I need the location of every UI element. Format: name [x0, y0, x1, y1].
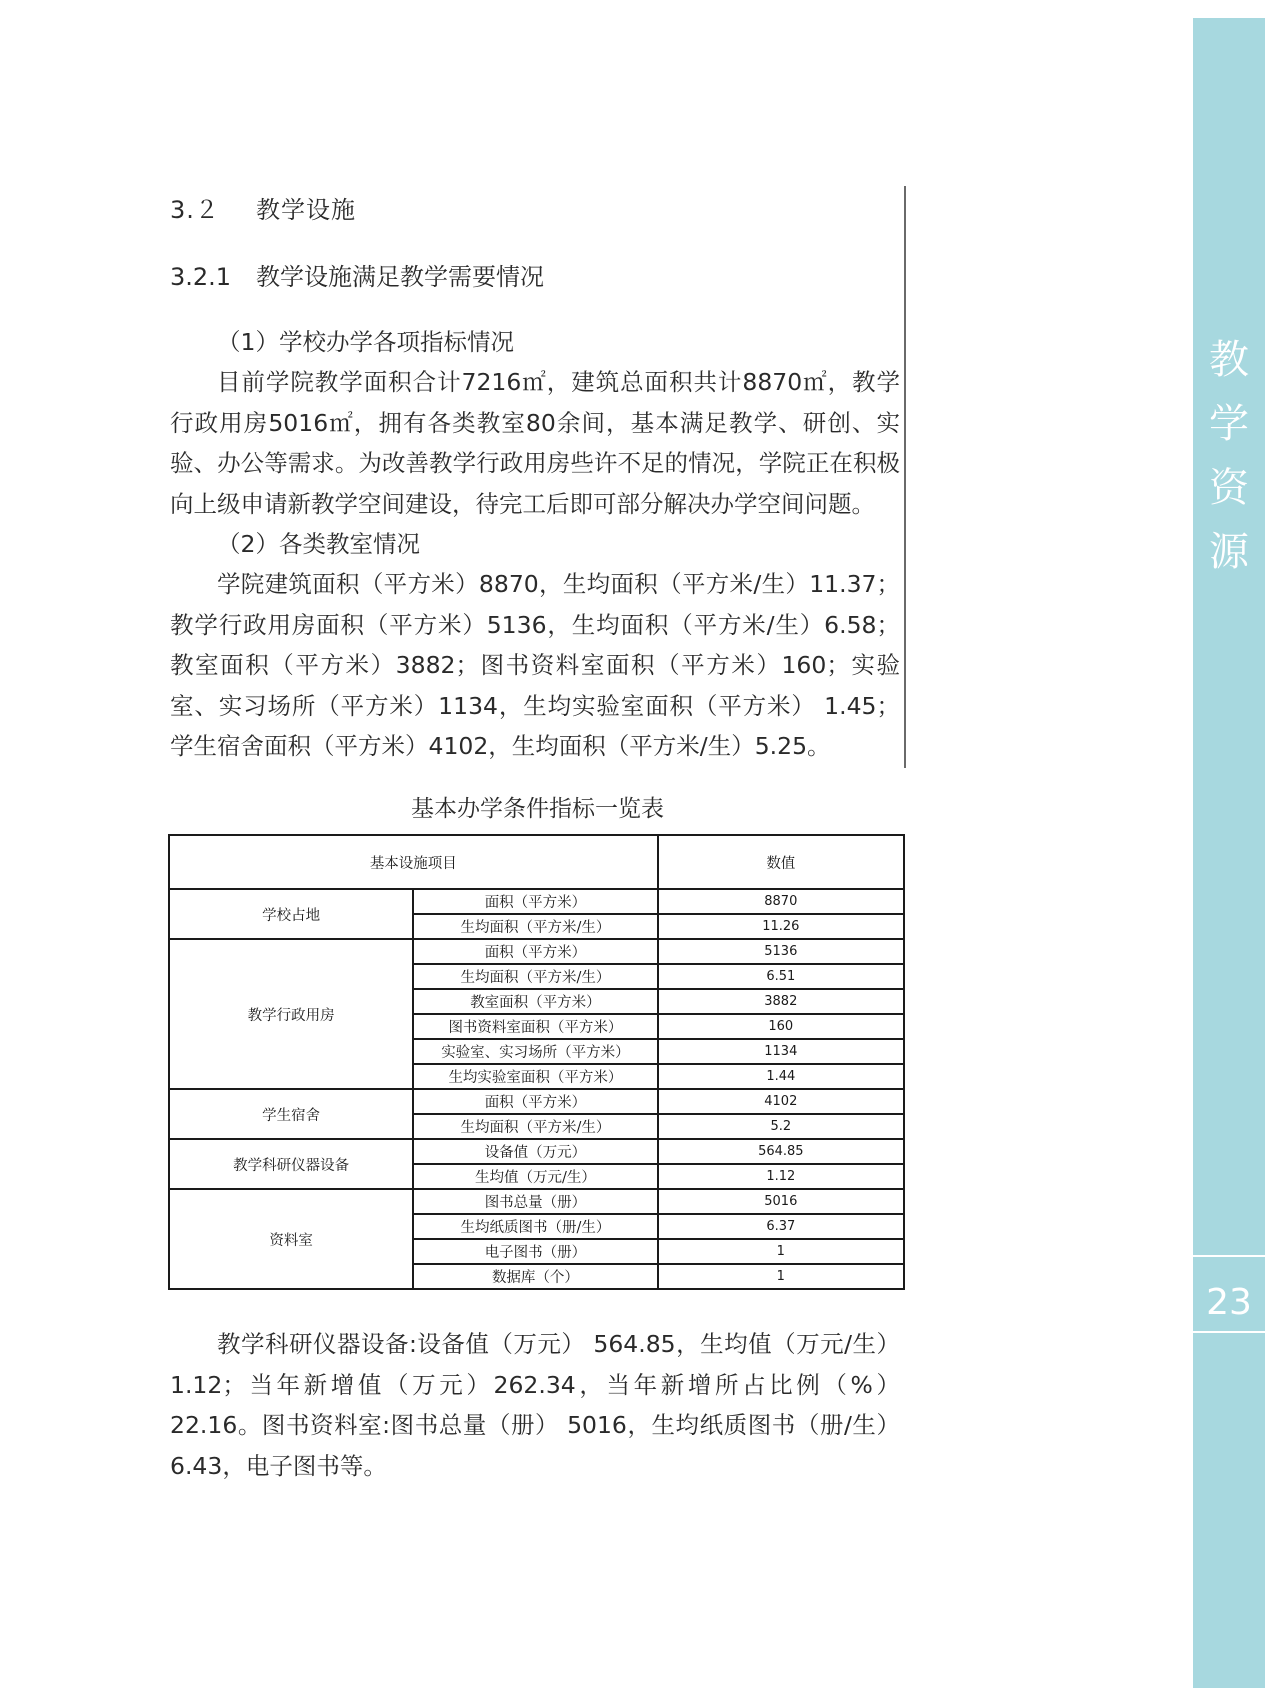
paragraph: 目前学院教学面积合计7216㎡，建筑总面积共计8870㎡，教学行政用房5016㎡，拥有各类教室80余间，基本满足教学、研创、实验、办公等需求。为改善教学行政用房些许不足的情况，学院正在积极向上级申请新教学空间建设，待完工后即可部分解决办学空间问题。: [170, 368, 900, 518]
subsection-heading: [170, 257, 544, 292]
group-cell: 学校占地: [169, 889, 413, 939]
item-cell: 生均纸质图书（册/生）: [413, 1214, 657, 1239]
item-cell: 生均实验室面积（平方米）: [413, 1064, 657, 1089]
value-cell: 1134: [658, 1039, 904, 1064]
item-cell: 面积（平方米）: [413, 1089, 657, 1114]
value-cell: 564.85: [658, 1139, 904, 1164]
subsection-number: 3.2.1: [170, 263, 232, 291]
paragraph: 学院建筑面积（平方米）8870，生均面积（平方米/生）11.37；教学行政用房面积（平方米）5136，生均面积（平方米/生）6.58；教室面积（平方米）3882；图书资料室面积（平方米）160；实验室、实习场所（平方米）1134，生均实验室面积（平方米） 1.45；学生宿舍面积（平方米）4102，生均面积（平方米/生）5.25。: [170, 570, 900, 760]
value-cell: 8870: [658, 889, 904, 914]
table-header-row: [169, 835, 904, 889]
item-cell: 教室面积（平方米）: [413, 989, 657, 1014]
item-cell: 实验室、实习场所（平方米）: [413, 1039, 657, 1064]
item-cell: 面积（平方米）: [413, 889, 657, 914]
item-cell: 生均值（万元/生）: [413, 1164, 657, 1189]
value-cell: 1: [658, 1264, 904, 1289]
chapter-char: 资: [1209, 465, 1249, 511]
value-cell: 6.37: [658, 1214, 904, 1239]
value-cell: 5.2: [658, 1114, 904, 1139]
table-title: 基本办学条件指标一览表: [411, 796, 664, 822]
divider: [1193, 1331, 1265, 1333]
item-cell: 生均面积（平方米/生）: [413, 964, 657, 989]
divider: [1193, 1255, 1265, 1257]
value-cell: 160: [658, 1014, 904, 1039]
table-row: [169, 889, 904, 914]
side-tab: [1193, 18, 1265, 1688]
group-cell: 资料室: [169, 1189, 413, 1289]
section-heading: [170, 190, 356, 225]
paragraph-heading: （2）各类教室情况: [217, 530, 420, 558]
value-cell: 3882: [658, 989, 904, 1014]
facilities-table: [168, 834, 905, 1290]
item-cell: 图书总量（册）: [413, 1189, 657, 1214]
header-value: 数值: [658, 835, 904, 889]
value-cell: 5136: [658, 939, 904, 964]
value-cell: 4102: [658, 1089, 904, 1114]
value-cell: 6.51: [658, 964, 904, 989]
item-cell: 数据库（个）: [413, 1264, 657, 1289]
value-cell: 11.26: [658, 914, 904, 939]
section-title: 教学设施: [256, 196, 356, 224]
item-cell: 生均面积（平方米/生）: [413, 914, 657, 939]
column-rule: [904, 186, 906, 768]
table-row: [169, 939, 904, 964]
item-cell: 设备值（万元）: [413, 1139, 657, 1164]
header-item: 基本设施项目: [169, 835, 658, 889]
value-cell: 1.12: [658, 1164, 904, 1189]
value-cell: 1.44: [658, 1064, 904, 1089]
section-number: 3.２: [170, 196, 220, 224]
item-cell: 面积（平方米）: [413, 939, 657, 964]
item-cell: 图书资料室面积（平方米）: [413, 1014, 657, 1039]
value-cell: 1: [658, 1239, 904, 1264]
subsection-title: 教学设施满足教学需要情况: [256, 263, 544, 291]
group-cell: 学生宿舍: [169, 1089, 413, 1139]
chapter-char: 教: [1209, 337, 1249, 383]
chapter-char: 源: [1209, 529, 1249, 575]
item-cell: 生均面积（平方米/生）: [413, 1114, 657, 1139]
paragraph-heading: （1）学校办学各项指标情况: [217, 328, 514, 356]
group-cell: 教学行政用房: [169, 939, 413, 1089]
table-row: [169, 1089, 904, 1114]
page-number: 23: [1206, 1282, 1252, 1323]
paragraph: 教学科研仪器设备:设备值（万元） 564.85，生均值（万元/生）1.12；当年新增值（万元）262.34，当年新增所占比例（%）22.16。图书资料室:图书总量（册） 5016，生均纸质图书（册/生）6.43，电子图书等。: [170, 1330, 900, 1480]
group-cell: 教学科研仪器设备: [169, 1139, 413, 1189]
item-cell: 电子图书（册）: [413, 1239, 657, 1264]
value-cell: 5016: [658, 1189, 904, 1214]
chapter-title: [1193, 328, 1265, 584]
table-row: [169, 1189, 904, 1214]
table-row: [169, 1139, 904, 1164]
chapter-char: 学: [1209, 401, 1249, 447]
